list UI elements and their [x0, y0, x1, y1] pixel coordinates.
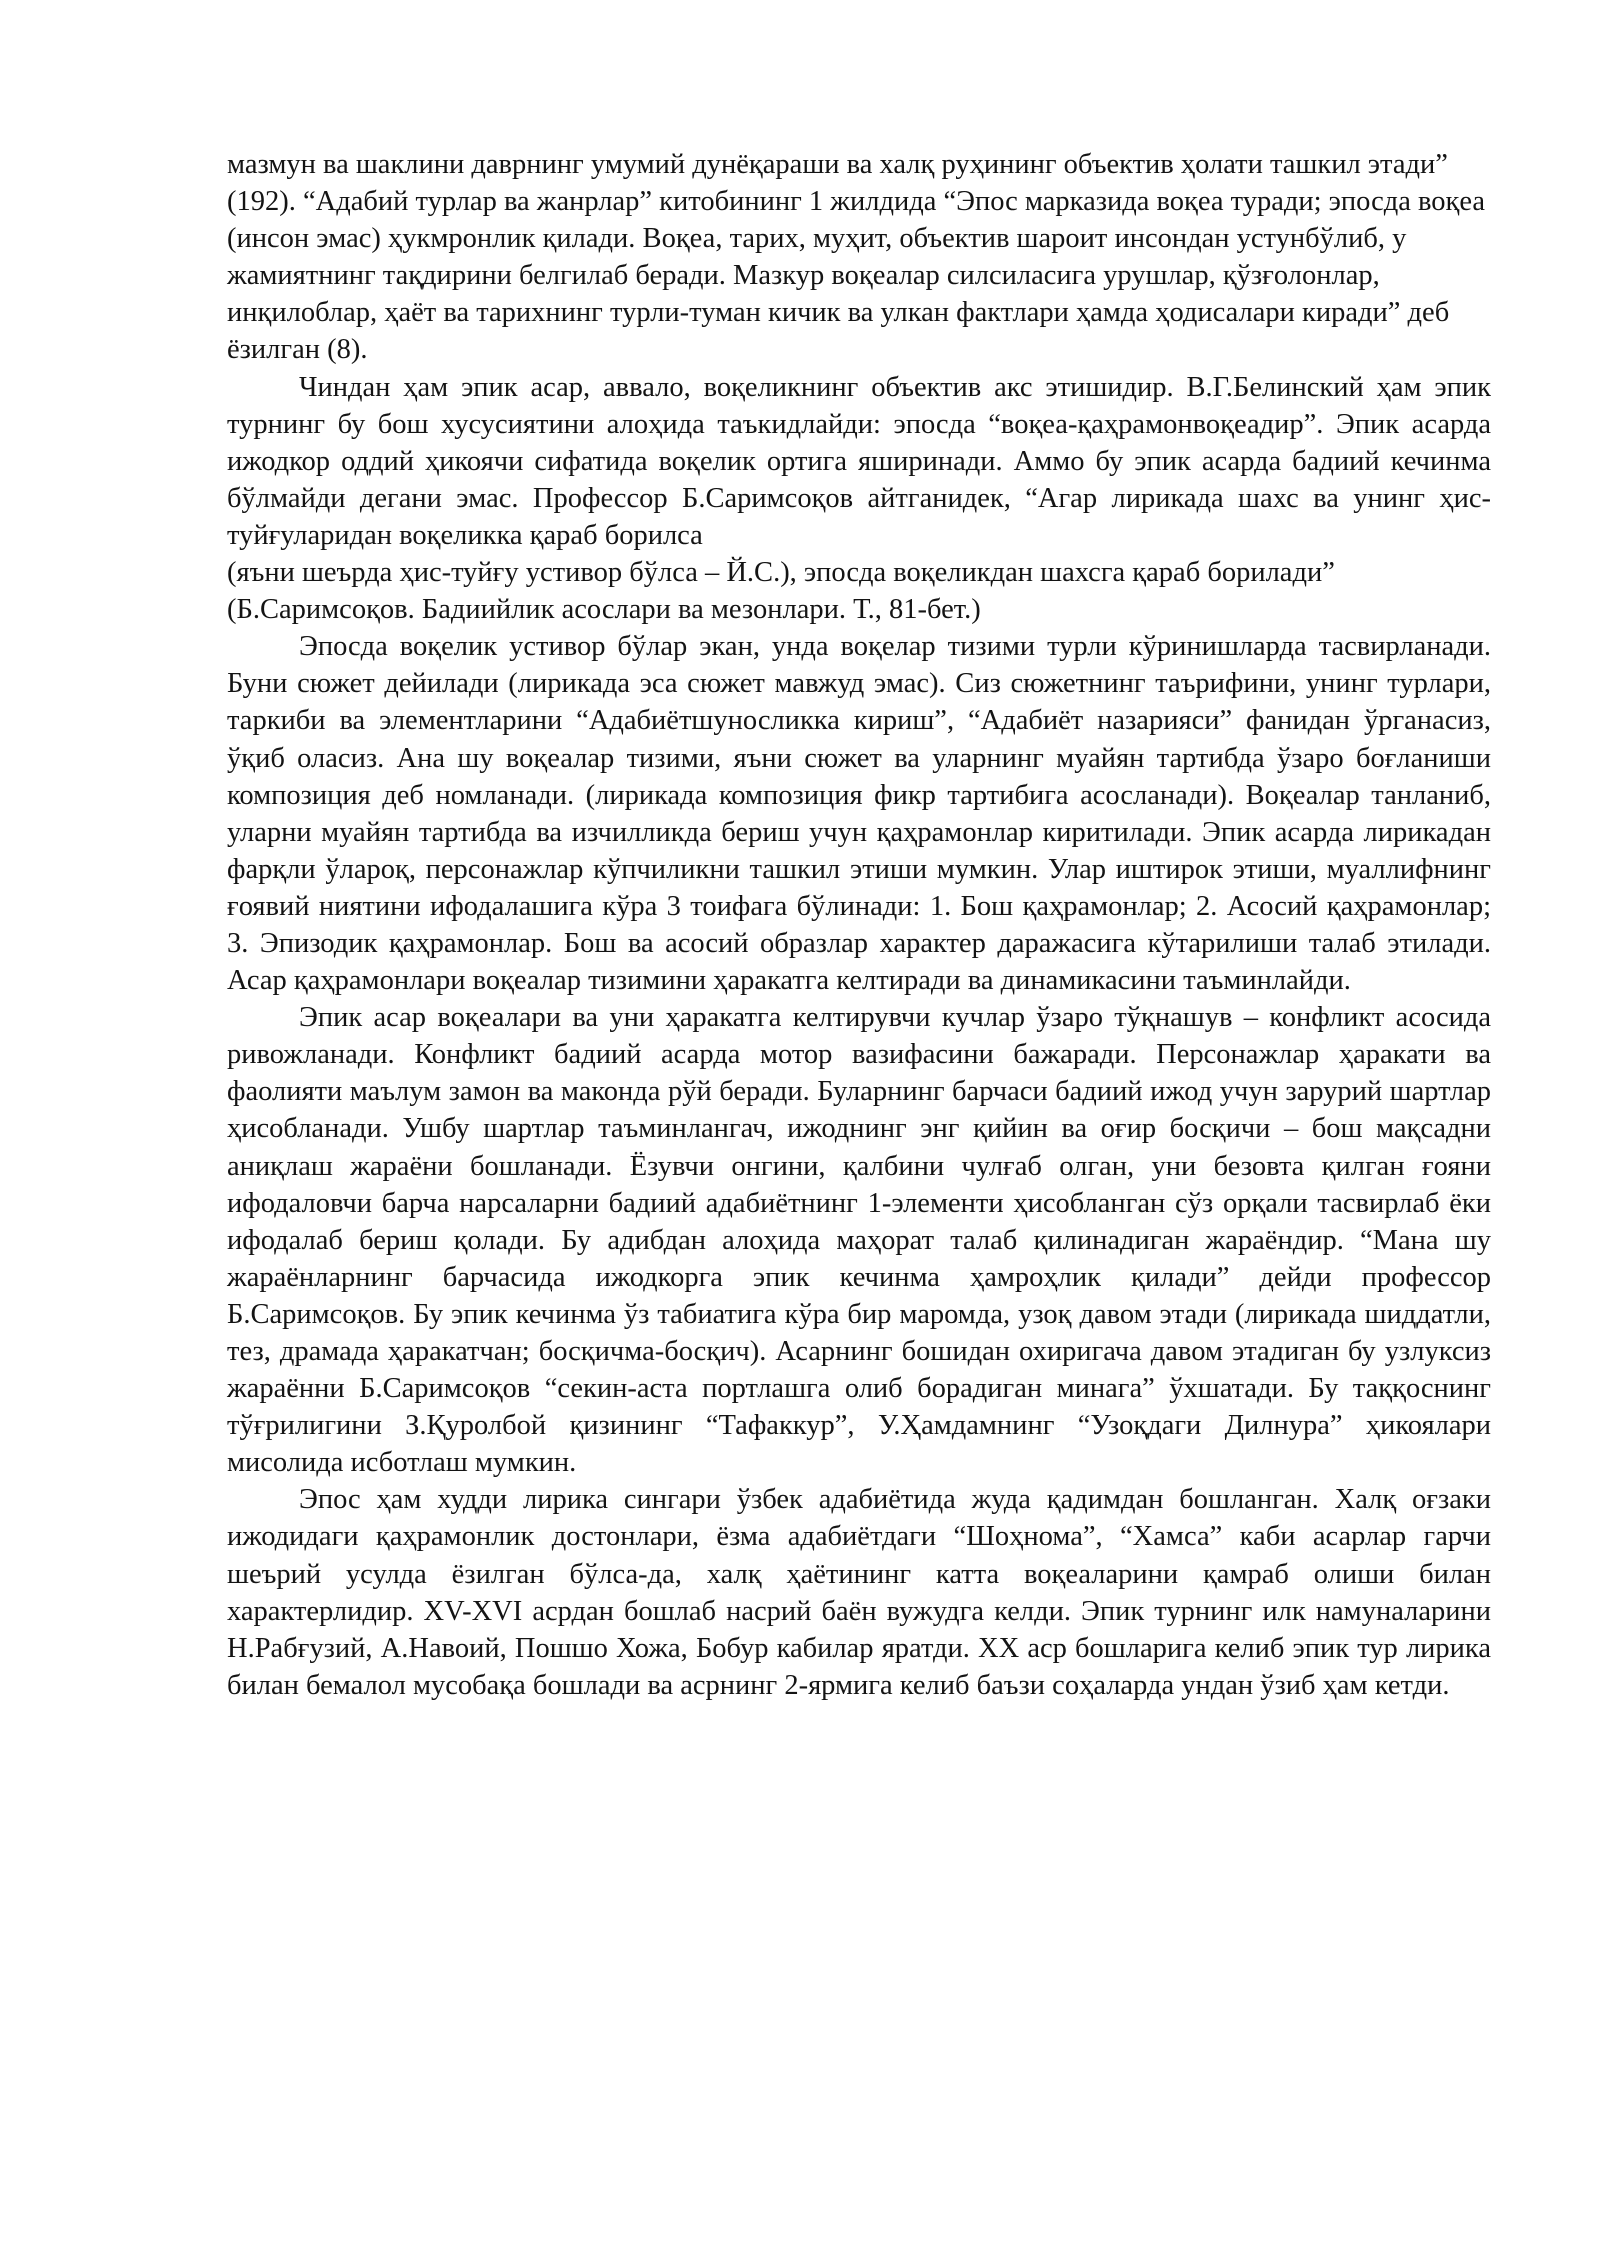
- document-page: [227, 146, 1491, 1704]
- paragraph-1: мазмун ва шаклини даврнинг умумий дунёқараши ва халқ руҳининг объектив ҳолати ташкил этади” (192). “Адабий турлар ва жанрлар” китобининг 1 жилдида “Эпос марказида воқеа туради; эпосда воқеа (инсон эмас) ҳукмронлик қилади. Воқеа, тарих, муҳит, объектив шароит инсондан устунбўлиб, у жамиятнинг тақдирини белгилаб беради. Мазкур воқеалар силсиласига урушлар, қўзғолонлар, инқилоблар, ҳаёт ва тарихнинг турли-туман кичик ва улкан фактлари ҳамда ҳодисалари киради” деб ёзилган (8).: [227, 149, 1486, 366]
- paragraph-4: Эпосда воқелик устивор бўлар экан, унда воқелар тизими турли кўринишларда тасвирланади. Буни сюжет дейилади (лирикада эса сюжет мавжуд эмас). Сиз сюжетнинг таърифини, унинг турлари, таркиби ва элементларини “Адабиётшуносликка кириш”, “Адабиёт назарияси” фанидан ўрганасиз, ўқиб оласиз. Ана шу воқеалар тизими, яъни сюжет ва уларнинг муайян тартибда ўзаро боғланиши композиция деб номланади. (лирикада композиция фикр тартибига асосланади). Воқеалар танланиб, уларни муайян тартибда ва изчилликда бериш учун қаҳрамонлар киритилади. Эпик асарда лирикадан фарқли ўлароқ, персонажлар кўпчиликни ташкил этиши мумкин. Улар иштирок этиши, муаллифнинг ғоявий ниятини ифодалашига кўра 3 тоифага бўлинади: 1. Бош қаҳрамонлар; 2. Асосий қаҳрамонлар; 3. Эпизодик қаҳрамонлар. Бош ва асосий образлар характер даражасига кўтарилиши талаб этилади. Асар қаҳрамонлари воқеалар тизимини ҳаракатга келтиради ва динамикасини таъминлайди.: [227, 631, 1491, 997]
- paragraph-6: Эпос ҳам худди лирика сингари ўзбек адабиётида жуда қадимдан бошланган. Халқ оғзаки ижодидаги қаҳрамонлик достонлари, ёзма адабиётдаги “Шоҳнома”, “Хамса” каби асарлар гарчи шеърий усулда ёзилган бўлса-да, халқ ҳаётининг катта воқеаларини қамраб олиши билан характерлидир. XV-XVI асрдан бошлаб насрий баён вужудга келди. Эпик турнинг илк намуналарини Н.Рабғузий, А.Навоий, Пошшо Хожа, Бобур кабилар яратди. XX аср бошларига келиб эпик тур лирика билан бемалол мусобақа бошлади ва асрнинг 2-ярмига келиб баъзи соҳаларда ундан ўзиб ҳам кетди.: [227, 1484, 1491, 1701]
- paragraph-5: Эпик асар воқеалари ва уни ҳаракатга келтирувчи кучлар ўзаро тўқнашув – конфликт асосида ривожланади. Конфликт бадиий асарда мотор вазифасини бажаради. Персонажлар ҳаракати ва фаолияти маълум замон ва маконда рўй беради. Буларнинг барчаси бадиий ижод учун зарурий шартлар ҳисобланади. Ушбу шартлар таъминлангач, ижоднинг энг қийин ва оғир босқичи – бош мақсадни аниқлаш жараёни бошланади. Ёзувчи онгини, қалбини чулғаб олган, уни безовта қилган ғояни ифодаловчи барча нарсаларни бадиий адабиётнинг 1-элементи ҳисобланган сўз орқали тасвирлаб ёки ифодалаб бериш қолади. Бу адибдан алоҳида маҳорат талаб қилинадиган жараёндир. “Мана шу жараёнларнинг барчасида ижодкорга эпик кечинма ҳамроҳлик қилади” дейди профессор Б.Саримсоқов. Бу эпик кечинма ўз табиатига кўра бир маромда, узоқ давом этади (лирикада шиддатли, тез, драмада ҳаракатчан; босқичма-босқич). Асарнинг бошидан охиригача давом этадиган бу узлуксиз жараённи Б.Саримсоқов “секин-аста портлашга олиб борадиган минага” ўхшатади. Бу таққоснинг тўғрилигини З.Қуролбой қизининг “Тафаккур”, У.Ҳамдамнинг “Узоқдаги Дилнура” ҳикоялари мисолида исботлаш мумкин.: [227, 1002, 1491, 1479]
- paragraph-2: Чиндан ҳам эпик асар, аввало, воқеликнинг объектив акс этишидир. В.Г.Белинский ҳам эпик турнинг бу бош хусусиятини алоҳида таъкидлайди: эпосда “воқеа-қаҳрамонвоқеадир”. Эпик асарда ижодкор оддий ҳикоячи сифатида воқелик ортига яширинади. Аммо бу эпик асарда бадиий кечинма бўлмайди дегани эмас. Профессор Б.Саримсоқов айтганидек, “Агар лирикада шахс ва унинг ҳис-туйғуларидан воқеликка қараб борилса: [227, 371, 1491, 551]
- paragraph-3: (яъни шеърда ҳис-туйғу устивор бўлса – Й.С.), эпосда воқеликдан шахсга қараб борилади” (Б.Саримсоқов. Бадиийлик асослари ва мезонлари. Т., 81-бет.): [227, 557, 1335, 626]
